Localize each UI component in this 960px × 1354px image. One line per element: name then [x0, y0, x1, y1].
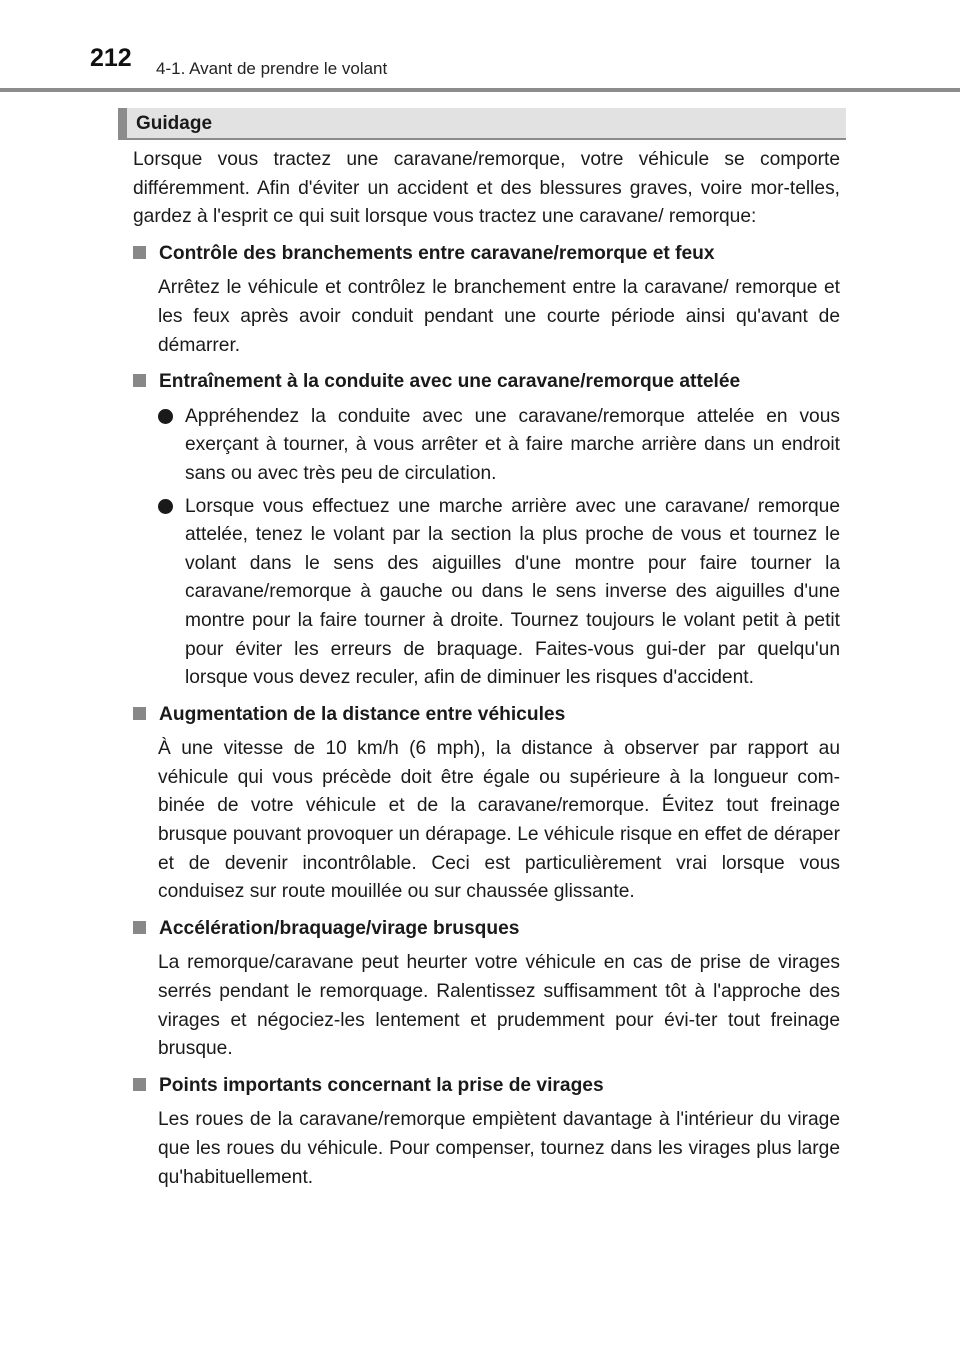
item-acceleration [133, 915, 840, 1064]
bullet-text: Lorsque vous effectuez une marche arrière avec une caravane/ remorque attelée, tenez le volant par la section la plus proche de vous et tournez le volant dans le sens des aiguilles d'une montre pour faire tourner la caravane/remorque à gauche ou dans le sens inverse des aiguilles d'une montre pour la faire tourner à droite. Tournez toujours le volant petit à petit pour éviter les erreurs de braquage. Faites-vous gui-der par quelqu'un lorsque vous devez reculer, afin de diminuer les risques d'accident. [185, 495, 840, 689]
square-bullet-icon [133, 1078, 146, 1091]
section-title: Guidage [136, 113, 213, 134]
item-heading-text: Augmentation de la distance entre véhicules [159, 703, 566, 725]
round-bullet-icon [158, 409, 173, 424]
section-title-bar [118, 108, 846, 140]
square-bullet-icon [133, 246, 146, 259]
header-divider [0, 88, 960, 92]
item-heading-text: Entraînement à la conduite avec une caravane/remorque attelée [159, 371, 741, 393]
round-bullet-icon [158, 499, 173, 514]
item-heading [133, 701, 840, 730]
chapter-title: 4-1. Avant de prendre le volant [156, 59, 388, 78]
item-distance [133, 701, 840, 907]
item-training [133, 368, 840, 693]
item-heading [133, 1072, 840, 1101]
page-content [133, 146, 840, 1192]
page-number: 212 [90, 44, 132, 72]
section-bar-accent [118, 108, 127, 140]
page-header [0, 0, 960, 96]
item-body: À une vitesse de 10 km/h (6 mph), la distance à observer par rapport au véhicule qui vous précède doit être égale ou supérieure à la longueur com-binée de votre véhicule et de la caravane/remorque. Évitez tout freinage brusque pouvant provoquer un dérapage. Le véhicule risque en effet de déraper et de devenir incontrôlable. Ceci est particulièrement vrai lorsque vous conduisez sur route mouillée ou sur chaussée glissante. [158, 738, 840, 903]
intro-paragraph: Lorsque vous tractez une caravane/remorque, votre véhicule se comporte différemment. Afin d'éviter un accident et des blessures graves, voire mor-telles, gardez à l'esprit ce qui suit lorsque vous tractez une caravane/ remorque: [133, 149, 840, 228]
item-heading-text: Contrôle des branchements entre caravane/remorque et feux [159, 242, 715, 264]
item-turning [133, 1072, 840, 1192]
bullet-item [158, 493, 840, 693]
bullet-item [158, 403, 840, 489]
square-bullet-icon [133, 921, 146, 934]
item-heading [133, 915, 840, 944]
item-heading [133, 368, 840, 397]
square-bullet-icon [133, 707, 146, 720]
item-heading-text: Accélération/braquage/virage brusques [159, 917, 520, 939]
item-body: Arrêtez le véhicule et contrôlez le branchement entre la caravane/ remorque et les feux après avoir conduit pendant une courte période ainsi qu'avant de démarrer. [158, 277, 840, 356]
item-heading-text: Points importants concernant la prise de virages [159, 1074, 604, 1096]
square-bullet-icon [133, 374, 146, 387]
item-heading [133, 240, 840, 269]
item-body: La remorque/caravane peut heurter votre véhicule en cas de prise de virages serrés pendant le remorquage. Ralentissez suffisamment tôt à l'approche des virages et négociez-les lentement et prudemment pour évi-ter tout freinage brusque. [158, 952, 840, 1060]
item-connections [133, 240, 840, 360]
item-body: Les roues de la caravane/remorque empiètent davantage à l'intérieur du virage que les roues du véhicule. Pour compenser, tournez dans les virages plus large qu'habituellement. [158, 1109, 840, 1188]
bullet-text: Appréhendez la conduite avec une caravane/remorque attelée en vous exerçant à tourner, à vous arrêter et à faire marche arrière dans un endroit sans ou avec très peu de circulation. [185, 405, 840, 484]
